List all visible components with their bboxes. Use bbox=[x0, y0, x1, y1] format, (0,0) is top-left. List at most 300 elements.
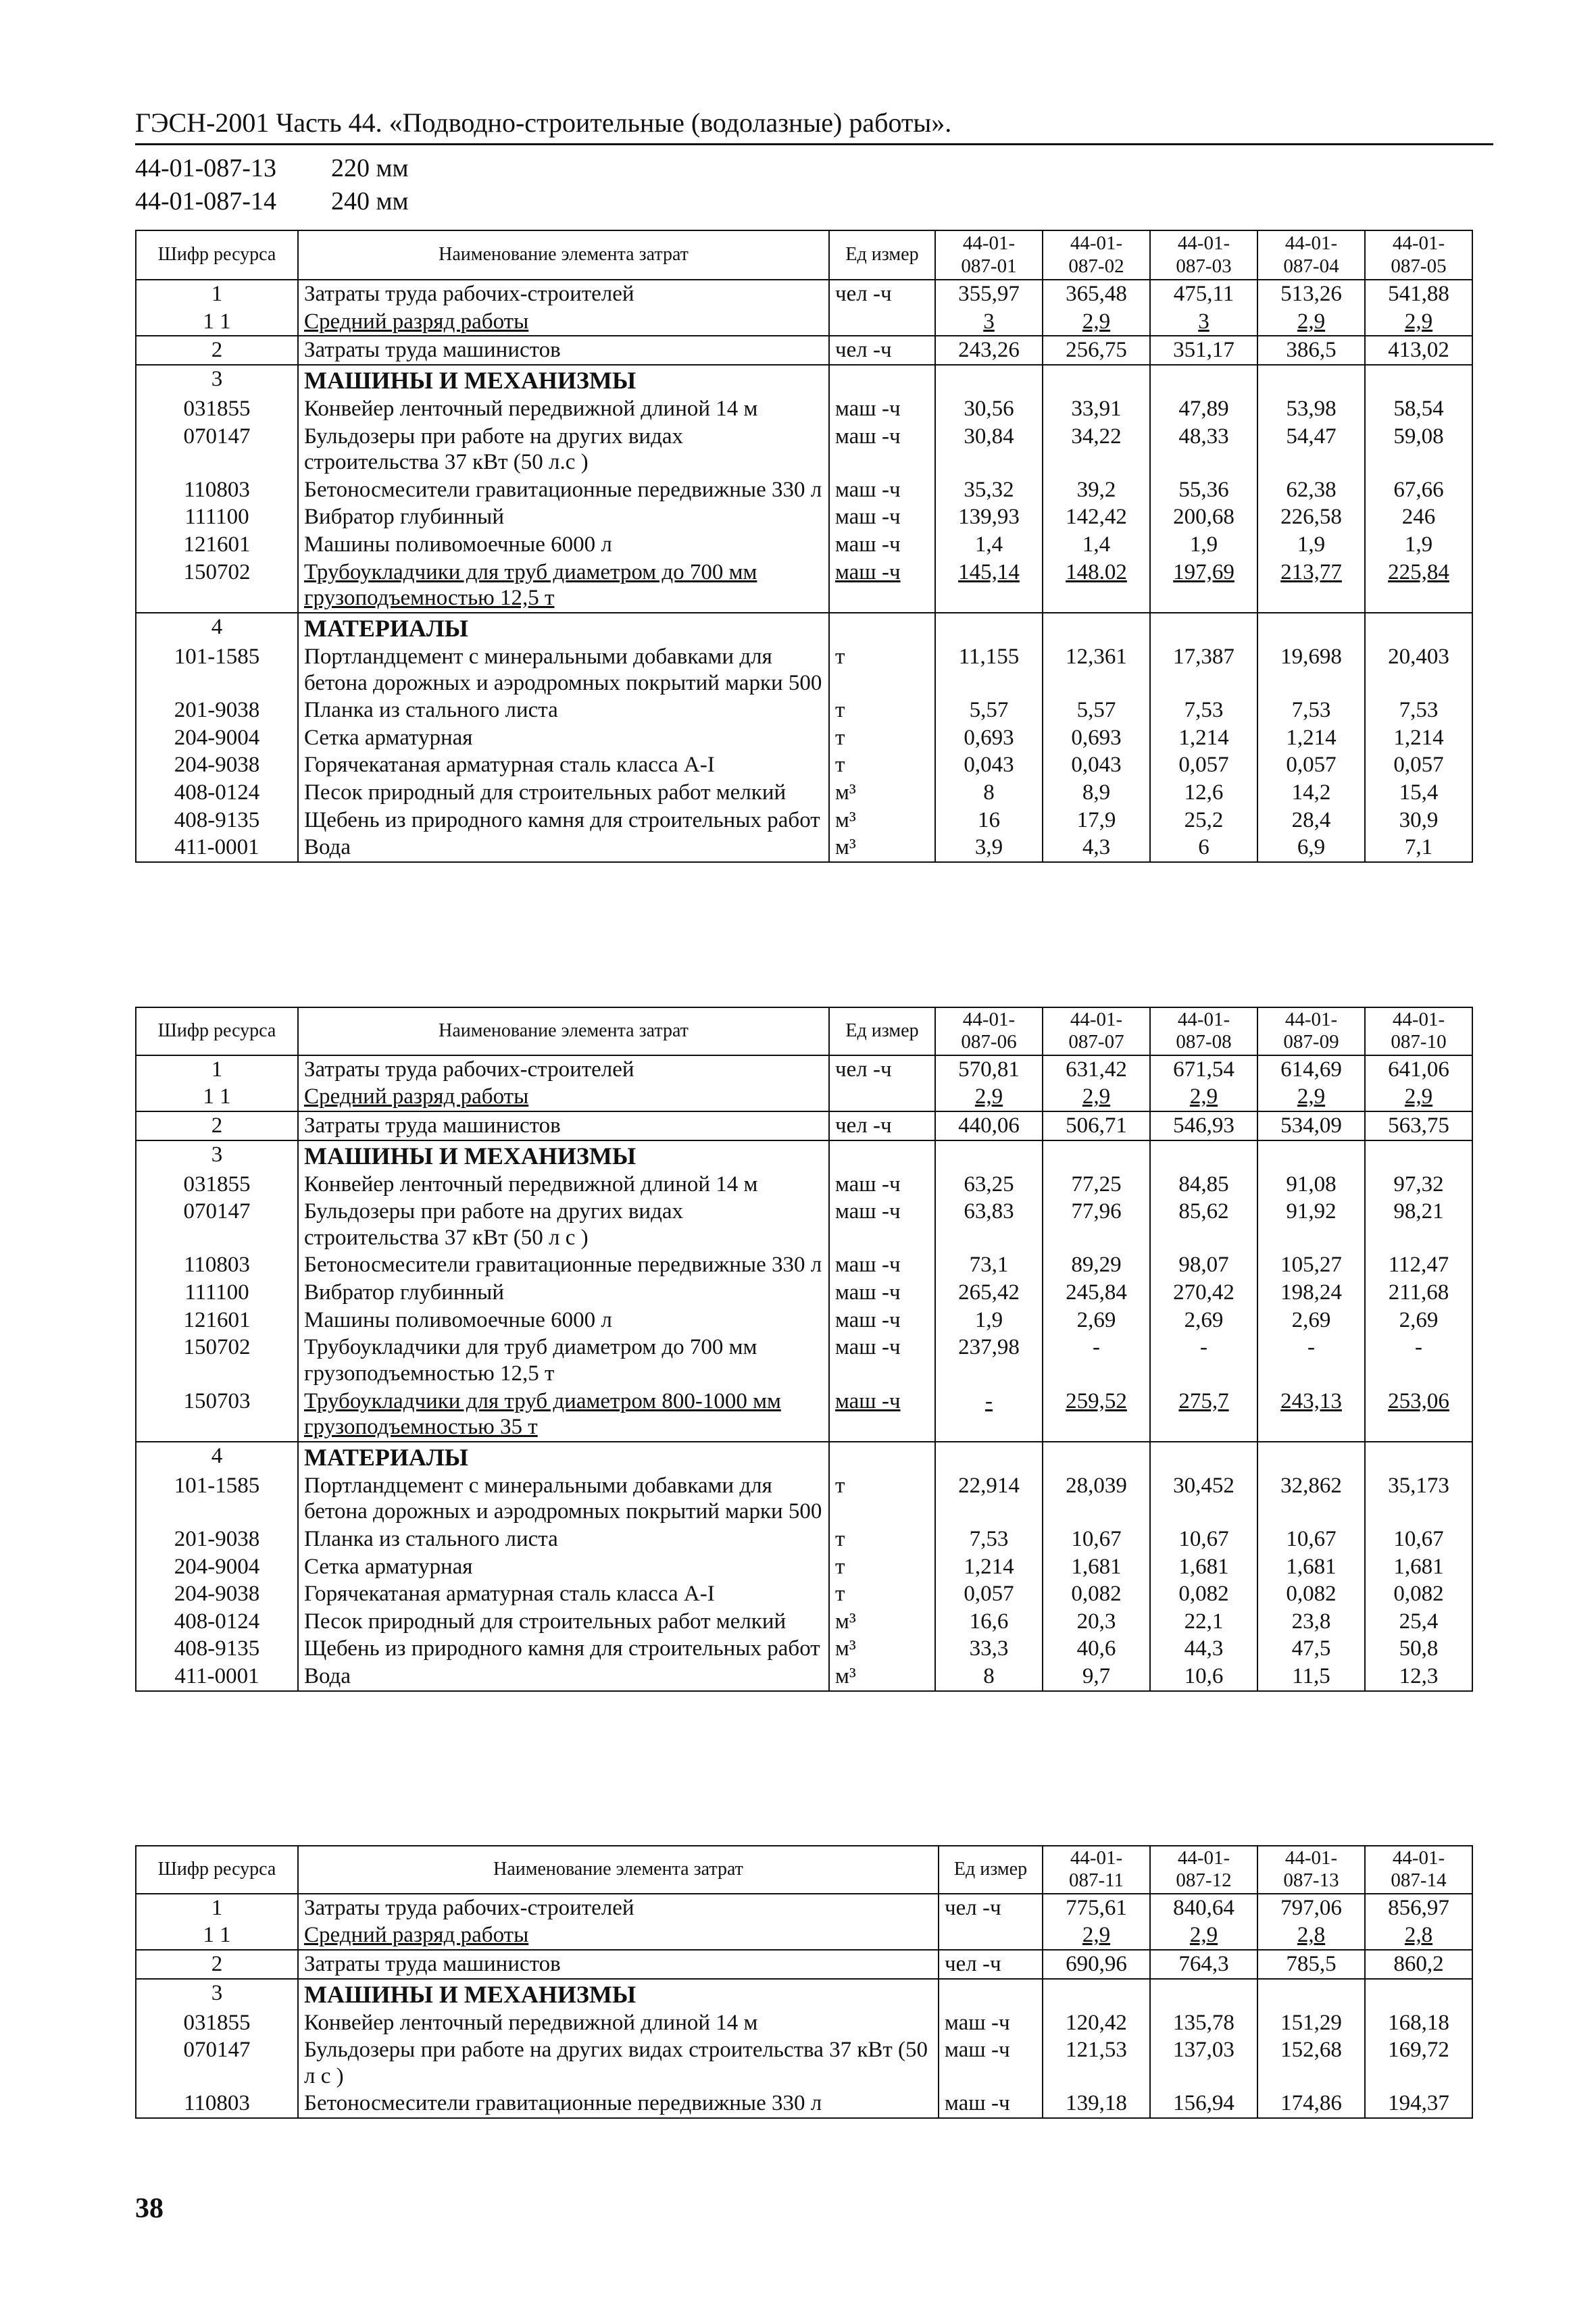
resource-code: 408-0124 bbox=[136, 779, 298, 807]
resource-value: 2,8 bbox=[1365, 1921, 1472, 1950]
table-row bbox=[136, 1055, 1472, 1084]
resource-value: 30,9 bbox=[1365, 807, 1472, 834]
col-header-norm-line1: 44-01- bbox=[1285, 1847, 1338, 1869]
resource-code: 201-9038 bbox=[136, 697, 298, 724]
resource-value: 2,9 bbox=[1043, 1921, 1150, 1950]
resource-value bbox=[1150, 1979, 1257, 2009]
resource-value: 856,97 bbox=[1365, 1894, 1472, 1922]
table-row bbox=[136, 1198, 1472, 1251]
col-header-norm-line1: 44-01- bbox=[1177, 1847, 1230, 1869]
resource-value: 148.02 bbox=[1043, 559, 1150, 613]
resource-value: 1,214 bbox=[1365, 724, 1472, 752]
resource-value: 12,6 bbox=[1150, 779, 1257, 807]
resource-value: 2,9 bbox=[1257, 1083, 1365, 1111]
resource-value: 35,173 bbox=[1365, 1472, 1472, 1526]
resource-value: 98,07 bbox=[1150, 1251, 1257, 1279]
resource-name: МАШИНЫ И МЕХАНИЗМЫ bbox=[298, 1979, 939, 2009]
resource-value: 225,84 bbox=[1365, 559, 1472, 613]
resource-value bbox=[1043, 1979, 1150, 2009]
resource-code: 031855 bbox=[136, 395, 298, 423]
resource-value: 211,68 bbox=[1365, 1279, 1472, 1307]
resource-unit: маш -ч bbox=[829, 1198, 935, 1251]
resource-value: 671,54 bbox=[1150, 1055, 1257, 1084]
table-row bbox=[136, 1979, 1472, 2009]
resource-value bbox=[1150, 1140, 1257, 1171]
resource-value: 54,47 bbox=[1257, 423, 1365, 476]
resource-value: 775,61 bbox=[1043, 1894, 1150, 1922]
resource-unit: маш -ч bbox=[939, 2036, 1043, 2090]
resource-value: 1,214 bbox=[1257, 724, 1365, 752]
resource-value: 840,64 bbox=[1150, 1894, 1257, 1922]
cost-table-3 bbox=[135, 1845, 1473, 2119]
resource-code: 2 bbox=[136, 1950, 298, 1979]
resource-unit: т bbox=[829, 724, 935, 752]
resource-value bbox=[1365, 365, 1472, 395]
resource-value bbox=[1150, 365, 1257, 395]
resource-value: 120,42 bbox=[1043, 2009, 1150, 2037]
resource-value: 7,53 bbox=[1150, 697, 1257, 724]
resource-value bbox=[1257, 1442, 1365, 1472]
resource-value: 506,71 bbox=[1043, 1111, 1150, 1140]
resource-unit: маш -ч bbox=[939, 2090, 1043, 2118]
resource-name: Песок природный для строительных работ мелкий bbox=[298, 779, 829, 807]
table-row bbox=[136, 834, 1472, 862]
resource-name: Горячекатаная арматурная сталь класса А-I bbox=[298, 751, 829, 779]
resource-unit: маш -ч bbox=[829, 395, 935, 423]
table-row bbox=[136, 2009, 1472, 2037]
page-number: 38 bbox=[135, 2193, 164, 2224]
resource-name: Вода bbox=[298, 1663, 829, 1691]
resource-value: 151,29 bbox=[1257, 2009, 1365, 2037]
table-row bbox=[136, 1608, 1472, 1636]
resource-value bbox=[935, 1442, 1043, 1472]
resource-code: 111100 bbox=[136, 503, 298, 531]
resource-value: 534,09 bbox=[1257, 1111, 1365, 1140]
resource-value: 50,8 bbox=[1365, 1635, 1472, 1663]
resource-value: - bbox=[1043, 1334, 1150, 1387]
header-row bbox=[136, 230, 1472, 280]
col-header-name: Наименование элемента затрат bbox=[298, 1007, 829, 1055]
subtitle-row bbox=[135, 185, 409, 218]
resource-value: 20,403 bbox=[1365, 643, 1472, 697]
resource-value: 541,88 bbox=[1365, 280, 1472, 308]
resource-unit: т bbox=[829, 697, 935, 724]
resource-value: 275,7 bbox=[1150, 1388, 1257, 1442]
resource-value: 631,42 bbox=[1043, 1055, 1150, 1084]
resource-name: Бульдозеры при работе на других видах строительства 37 кВт (50 л с ) bbox=[298, 2036, 939, 2090]
table-row bbox=[136, 1635, 1472, 1663]
table-row bbox=[136, 1334, 1472, 1387]
resource-value: 142,42 bbox=[1043, 503, 1150, 531]
resource-value: 1,4 bbox=[1043, 531, 1150, 559]
resource-unit: маш -ч bbox=[829, 559, 935, 613]
resource-code: 150703 bbox=[136, 1388, 298, 1442]
col-header-name: Наименование элемента затрат bbox=[298, 1846, 939, 1894]
resource-value: 365,48 bbox=[1043, 280, 1150, 308]
resource-name: Трубоукладчики для труб диаметром до 700 мм грузоподъемностью 12,5 т bbox=[298, 559, 829, 613]
resource-value: 200,68 bbox=[1150, 503, 1257, 531]
resource-value: 197,69 bbox=[1150, 559, 1257, 613]
resource-value: 39,2 bbox=[1043, 476, 1150, 504]
resource-value: 84,85 bbox=[1150, 1171, 1257, 1199]
resource-value: 25,2 bbox=[1150, 807, 1257, 834]
col-header-code: Шифр ресурса bbox=[136, 230, 298, 280]
col-header-unit: Ед измер bbox=[829, 230, 935, 280]
resource-name: Конвейер ленточный передвижной длиной 14 м bbox=[298, 2009, 939, 2037]
col-header-norm-line1: 44-01- bbox=[962, 1009, 1016, 1030]
table-row bbox=[136, 1472, 1472, 1526]
resource-value: 89,29 bbox=[1043, 1251, 1150, 1279]
table-row bbox=[136, 2090, 1472, 2118]
resource-value: 14,2 bbox=[1257, 779, 1365, 807]
resource-value: 16 bbox=[935, 807, 1043, 834]
resource-value: 641,06 bbox=[1365, 1055, 1472, 1084]
resource-name: Трубоукладчики для труб диаметром до 700 мм грузоподъемностью 12,5 т bbox=[298, 1334, 829, 1387]
resource-value: 32,862 bbox=[1257, 1472, 1365, 1526]
resource-code: 4 bbox=[136, 613, 298, 643]
resource-value: 77,96 bbox=[1043, 1198, 1150, 1251]
table-row bbox=[136, 559, 1472, 613]
col-header-norm-line2: 087-06 bbox=[961, 1031, 1017, 1053]
resource-value bbox=[1043, 1140, 1150, 1171]
col-header-norm-line1: 44-01- bbox=[1392, 1847, 1445, 1869]
resource-value: 1,9 bbox=[1365, 531, 1472, 559]
table-row bbox=[136, 697, 1472, 724]
resource-value bbox=[1257, 1140, 1365, 1171]
resource-value: - bbox=[935, 1388, 1043, 1442]
resource-value: 11,5 bbox=[1257, 1663, 1365, 1691]
resource-value: 25,4 bbox=[1365, 1608, 1472, 1636]
resource-value: 1,681 bbox=[1150, 1553, 1257, 1581]
resource-value: 1,9 bbox=[935, 1307, 1043, 1334]
resource-unit bbox=[939, 1979, 1043, 2009]
table-row bbox=[136, 2036, 1472, 2090]
resource-value: 1,214 bbox=[935, 1553, 1043, 1581]
resource-value: 44,3 bbox=[1150, 1635, 1257, 1663]
resource-value: 7,53 bbox=[935, 1526, 1043, 1553]
resource-code: 070147 bbox=[136, 2036, 298, 2090]
resource-unit: чел -ч bbox=[829, 336, 935, 365]
resource-unit: чел -ч bbox=[829, 280, 935, 308]
resource-unit bbox=[829, 613, 935, 643]
resource-name: Бетоносмесители гравитационные передвижные 330 л bbox=[298, 476, 829, 504]
resource-value: 139,93 bbox=[935, 503, 1043, 531]
col-header-norm-line2: 087-12 bbox=[1176, 1869, 1232, 1892]
resource-value: - bbox=[1365, 1334, 1472, 1387]
resource-value: 174,86 bbox=[1257, 2090, 1365, 2118]
resource-value bbox=[935, 365, 1043, 395]
table-row bbox=[136, 1526, 1472, 1553]
resource-code: 031855 bbox=[136, 2009, 298, 2037]
resource-unit bbox=[829, 308, 935, 336]
col-header-unit: Ед измер bbox=[939, 1846, 1043, 1894]
resource-value: 19,698 bbox=[1257, 643, 1365, 697]
col-header-norm bbox=[1150, 1007, 1257, 1055]
header-row bbox=[136, 1846, 1472, 1894]
resource-code: 150702 bbox=[136, 1334, 298, 1387]
col-header-norm-line1: 44-01- bbox=[1070, 1009, 1123, 1030]
resource-value: 91,08 bbox=[1257, 1171, 1365, 1199]
resource-unit: чел -ч bbox=[939, 1950, 1043, 1979]
resource-code: 110803 bbox=[136, 476, 298, 504]
resource-name: Портландцемент с минеральными добавками для бетона дорожных и аэродромных покрытий марки 500 bbox=[298, 1472, 829, 1526]
resource-value: 63,83 bbox=[935, 1198, 1043, 1251]
resource-name: Затраты труда рабочих-строителей bbox=[298, 280, 829, 308]
resource-value: 34,22 bbox=[1043, 423, 1150, 476]
resource-code: 4 bbox=[136, 1442, 298, 1472]
col-header-norm bbox=[1257, 1846, 1365, 1894]
resource-value: 351,17 bbox=[1150, 336, 1257, 365]
resource-value: 0,082 bbox=[1043, 1580, 1150, 1608]
resource-name: Портландцемент с минеральными добавками для бетона дорожных и аэродромных покрытий марки 500 bbox=[298, 643, 829, 697]
resource-unit: т bbox=[829, 1526, 935, 1553]
resource-value: 67,66 bbox=[1365, 476, 1472, 504]
table-row bbox=[136, 308, 1472, 336]
table-row bbox=[136, 751, 1472, 779]
resource-name: МАШИНЫ И МЕХАНИЗМЫ bbox=[298, 365, 829, 395]
resource-value: 11,155 bbox=[935, 643, 1043, 697]
resource-value: 2,9 bbox=[1365, 308, 1472, 336]
resource-name: Песок природный для строительных работ мелкий bbox=[298, 1608, 829, 1636]
resource-code: 204-9038 bbox=[136, 751, 298, 779]
resource-unit: маш -ч bbox=[829, 1251, 935, 1279]
table-row bbox=[136, 1388, 1472, 1442]
resource-value: 1,681 bbox=[1257, 1553, 1365, 1581]
resource-code: 411-0001 bbox=[136, 1663, 298, 1691]
table-row bbox=[136, 1279, 1472, 1307]
resource-value: 246 bbox=[1365, 503, 1472, 531]
table-row bbox=[136, 807, 1472, 834]
resource-unit: маш -ч bbox=[829, 423, 935, 476]
resource-unit: маш -ч bbox=[829, 1171, 935, 1199]
col-header-norm-line2: 087-09 bbox=[1283, 1031, 1339, 1053]
resource-value: 30,84 bbox=[935, 423, 1043, 476]
resource-value: 16,6 bbox=[935, 1608, 1043, 1636]
resource-value: 413,02 bbox=[1365, 336, 1472, 365]
resource-value: 0,082 bbox=[1257, 1580, 1365, 1608]
table-row bbox=[136, 1921, 1472, 1950]
resource-name: Сетка арматурная bbox=[298, 1553, 829, 1581]
col-header-norm bbox=[935, 230, 1043, 280]
resource-value: 30,452 bbox=[1150, 1472, 1257, 1526]
resource-value: 145,14 bbox=[935, 559, 1043, 613]
resource-code: 110803 bbox=[136, 2090, 298, 2118]
resource-value: 5,57 bbox=[1043, 697, 1150, 724]
resource-code: 411-0001 bbox=[136, 834, 298, 862]
resource-value: 59,08 bbox=[1365, 423, 1472, 476]
resource-name: Средний разряд работы bbox=[298, 1083, 829, 1111]
col-header-name: Наименование элемента затрат bbox=[298, 230, 829, 280]
table-row bbox=[136, 503, 1472, 531]
resource-value: 1,681 bbox=[1365, 1553, 1472, 1581]
resource-name: Трубоукладчики для труб диаметром 800-1000 мм грузоподъемностью 35 т bbox=[298, 1388, 829, 1442]
resource-value bbox=[1043, 365, 1150, 395]
resource-name: Затраты труда рабочих-строителей bbox=[298, 1055, 829, 1084]
resource-unit: т bbox=[829, 1553, 935, 1581]
resource-code: 201-9038 bbox=[136, 1526, 298, 1553]
resource-value: 797,06 bbox=[1257, 1894, 1365, 1922]
resource-value: 35,32 bbox=[935, 476, 1043, 504]
resource-code: 031855 bbox=[136, 1171, 298, 1199]
resource-value: 265,42 bbox=[935, 1279, 1043, 1307]
resource-value: 253,06 bbox=[1365, 1388, 1472, 1442]
resource-value: 7,53 bbox=[1257, 697, 1365, 724]
resource-value: 168,18 bbox=[1365, 2009, 1472, 2037]
resource-name: Затраты труда машинистов bbox=[298, 336, 829, 365]
table-row bbox=[136, 1171, 1472, 1199]
resource-value: 785,5 bbox=[1257, 1950, 1365, 1979]
resource-value: 10,67 bbox=[1043, 1526, 1150, 1553]
col-header-unit: Ед измер bbox=[829, 1007, 935, 1055]
col-header-norm-line2: 087-08 bbox=[1176, 1031, 1232, 1053]
col-header-norm-line2: 087-04 bbox=[1283, 255, 1339, 277]
resource-value: 17,9 bbox=[1043, 807, 1150, 834]
table-row bbox=[136, 724, 1472, 752]
resource-value: 0,057 bbox=[1365, 751, 1472, 779]
resource-name: Горячекатаная арматурная сталь класса А-I bbox=[298, 1580, 829, 1608]
resource-value: 259,52 bbox=[1043, 1388, 1150, 1442]
col-header-norm-line2: 087-10 bbox=[1391, 1031, 1447, 1053]
resource-value: 243,13 bbox=[1257, 1388, 1365, 1442]
table-row bbox=[136, 423, 1472, 476]
resource-code: 1 bbox=[136, 280, 298, 308]
resource-name: Бульдозеры при работе на других видах строительства 37 кВт (50 л.с ) bbox=[298, 423, 829, 476]
col-header-norm bbox=[1365, 230, 1472, 280]
resource-name: Затраты труда машинистов bbox=[298, 1950, 939, 1979]
resource-value: 2,9 bbox=[1150, 1921, 1257, 1950]
col-header-norm-line1: 44-01- bbox=[1070, 232, 1123, 255]
resource-value: 112,47 bbox=[1365, 1251, 1472, 1279]
subtitle-code: 44-01-087-14 bbox=[135, 187, 276, 216]
resource-value: 55,36 bbox=[1150, 476, 1257, 504]
resource-code: 1 bbox=[136, 1055, 298, 1084]
resource-code: 121601 bbox=[136, 531, 298, 559]
resource-code: 1 bbox=[136, 1894, 298, 1922]
table-row bbox=[136, 476, 1472, 504]
resource-value bbox=[1365, 1979, 1472, 2009]
resource-value: 40,6 bbox=[1043, 1635, 1150, 1663]
header-row bbox=[136, 1007, 1472, 1055]
resource-value bbox=[1365, 1442, 1472, 1472]
col-header-norm-line1: 44-01- bbox=[1177, 232, 1230, 255]
resource-unit: маш -ч bbox=[829, 531, 935, 559]
col-header-norm bbox=[1043, 1007, 1150, 1055]
col-header-norm bbox=[1150, 230, 1257, 280]
resource-value: 2,9 bbox=[1365, 1083, 1472, 1111]
resource-unit: маш -ч bbox=[829, 503, 935, 531]
resource-value: 12,3 bbox=[1365, 1663, 1472, 1691]
resource-value: 194,37 bbox=[1365, 2090, 1472, 2118]
resource-value bbox=[1365, 1140, 1472, 1171]
resource-value: 1,681 bbox=[1043, 1553, 1150, 1581]
resource-value: 440,06 bbox=[935, 1111, 1043, 1140]
resource-value: 47,5 bbox=[1257, 1635, 1365, 1663]
resource-value: 73,1 bbox=[935, 1251, 1043, 1279]
resource-value: 0,057 bbox=[935, 1580, 1043, 1608]
resource-value: 2,9 bbox=[935, 1083, 1043, 1111]
resource-value: 4,3 bbox=[1043, 834, 1150, 862]
resource-value: 8,9 bbox=[1043, 779, 1150, 807]
resource-value: 17,387 bbox=[1150, 643, 1257, 697]
resource-name: Вода bbox=[298, 834, 829, 862]
resource-value: 0,057 bbox=[1257, 751, 1365, 779]
resource-value: 156,94 bbox=[1150, 2090, 1257, 2118]
resource-value: 15,4 bbox=[1365, 779, 1472, 807]
resource-unit: т bbox=[829, 751, 935, 779]
resource-value: 10,67 bbox=[1150, 1526, 1257, 1553]
resource-value: 0,082 bbox=[1365, 1580, 1472, 1608]
resource-value: 860,2 bbox=[1365, 1950, 1472, 1979]
resource-code: 110803 bbox=[136, 1251, 298, 1279]
page-header-title: ГЭСН-2001 Часть 44. «Подводно-строительные (водолазные) работы». bbox=[135, 107, 952, 138]
resource-name: Планка из стального листа bbox=[298, 697, 829, 724]
resource-value: 97,32 bbox=[1365, 1171, 1472, 1199]
resource-value bbox=[1257, 1979, 1365, 2009]
resource-name: Машины поливомоечные 6000 л bbox=[298, 1307, 829, 1334]
resource-unit: чел -ч bbox=[939, 1894, 1043, 1922]
resource-value: 0,043 bbox=[1043, 751, 1150, 779]
table-row bbox=[136, 1894, 1472, 1922]
resource-value bbox=[1043, 1442, 1150, 1472]
resource-value: 563,75 bbox=[1365, 1111, 1472, 1140]
resource-value: 33,3 bbox=[935, 1635, 1043, 1663]
resource-code: 2 bbox=[136, 336, 298, 365]
table-row bbox=[136, 365, 1472, 395]
table-row bbox=[136, 643, 1472, 697]
resource-value bbox=[935, 1140, 1043, 1171]
resource-value: 10,67 bbox=[1365, 1526, 1472, 1553]
table-row bbox=[136, 613, 1472, 643]
resource-value bbox=[935, 613, 1043, 643]
resource-unit bbox=[829, 365, 935, 395]
resource-value: 152,68 bbox=[1257, 2036, 1365, 2090]
col-header-norm-line2: 087-02 bbox=[1068, 255, 1124, 277]
resource-value: 169,72 bbox=[1365, 2036, 1472, 2090]
resource-value: 28,4 bbox=[1257, 807, 1365, 834]
table-row bbox=[136, 1663, 1472, 1691]
resource-value: 105,27 bbox=[1257, 1251, 1365, 1279]
resource-value: 47,89 bbox=[1150, 395, 1257, 423]
resource-value: 2,9 bbox=[1043, 1083, 1150, 1111]
resource-unit: м³ bbox=[829, 779, 935, 807]
col-header-norm bbox=[1043, 230, 1150, 280]
col-header-norm-line2: 087-13 bbox=[1283, 1869, 1339, 1892]
resource-name: Средний разряд работы bbox=[298, 1921, 939, 1950]
resource-value: 33,91 bbox=[1043, 395, 1150, 423]
resource-value: 0,043 bbox=[935, 751, 1043, 779]
resource-name: Вибратор глубинный bbox=[298, 1279, 829, 1307]
resource-value: 48,33 bbox=[1150, 423, 1257, 476]
col-header-norm bbox=[1150, 1846, 1257, 1894]
resource-code: 121601 bbox=[136, 1307, 298, 1334]
resource-value: 30,56 bbox=[935, 395, 1043, 423]
resource-value: 2,69 bbox=[1150, 1307, 1257, 1334]
resource-code: 3 bbox=[136, 365, 298, 395]
resource-value: 0,693 bbox=[935, 724, 1043, 752]
table-row bbox=[136, 1083, 1472, 1111]
resource-name: Планка из стального листа bbox=[298, 1526, 829, 1553]
resource-value: 245,84 bbox=[1043, 1279, 1150, 1307]
resource-value: 6,9 bbox=[1257, 834, 1365, 862]
resource-unit: чел -ч bbox=[829, 1111, 935, 1140]
resource-value: 198,24 bbox=[1257, 1279, 1365, 1307]
col-header-norm-line2: 087-14 bbox=[1391, 1869, 1447, 1892]
resource-value: 28,039 bbox=[1043, 1472, 1150, 1526]
subtitle-row bbox=[135, 152, 409, 185]
resource-value bbox=[1043, 613, 1150, 643]
resource-value: 23,8 bbox=[1257, 1608, 1365, 1636]
resource-value: 85,62 bbox=[1150, 1198, 1257, 1251]
